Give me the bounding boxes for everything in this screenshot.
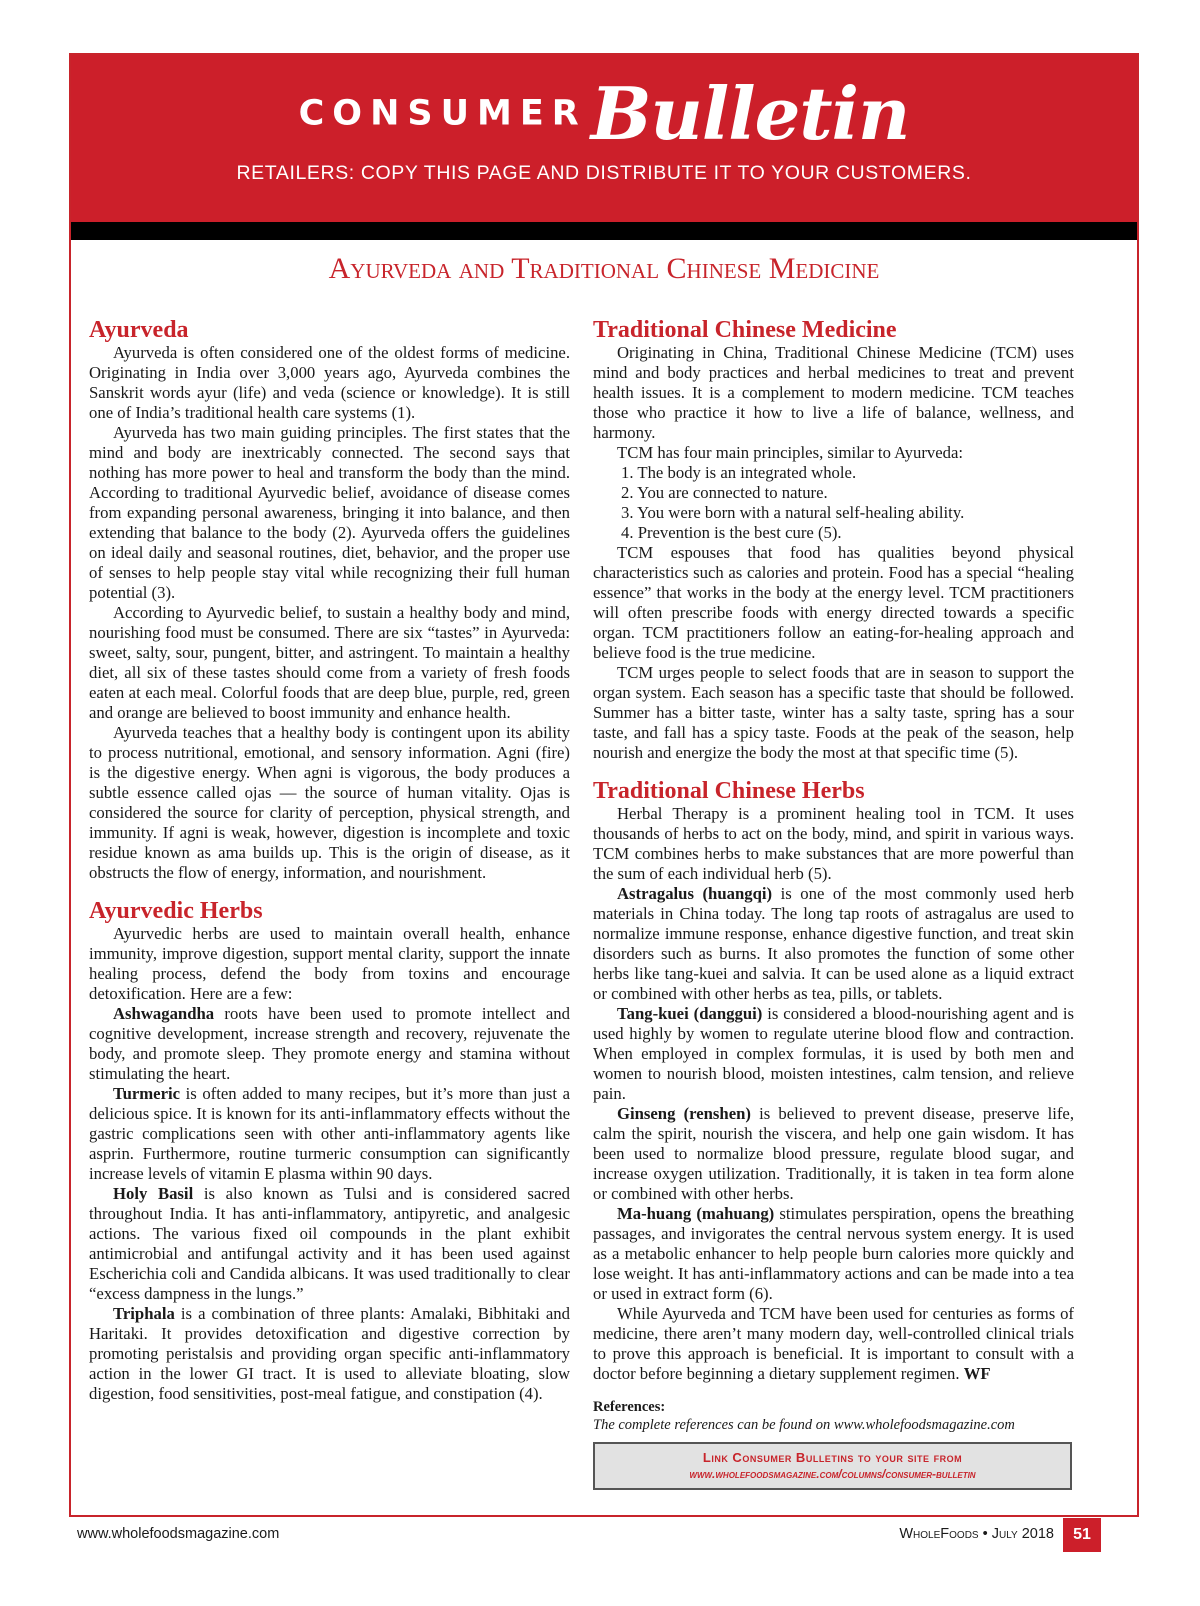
paragraph: Ayurveda teaches that a healthy body is contingent upon its ability to process nutritional, emotional, and sensory information. Agni (fire) is the digestive energy. When agni is vigorous, the body produces a subtle essence called ojas — the source of human vitality. Ojas is considered the source for clarity of perception, physical strength, and immunity. If agni is weak, however, digestion is incomplete and toxic residue known as ama builds up. This is the origin of disease, as it obstructs the flow of energy, information, and nourishment. bbox=[89, 723, 570, 882]
herb-text: is also known as Tulsi and is considered sacred throughout India. It has anti-inflammatory, antipyretic, and analgesic actions. The various fixed oil compounds in the plant exhibit antimicrobial and antifungal activity and it has been used against Escherichia coli and Candida albicans. It was used traditionally to clear “excess dampness in the lungs.” bbox=[89, 1184, 570, 1303]
principles-list bbox=[593, 463, 1074, 543]
heading-chinese-herbs: Traditional Chinese Herbs bbox=[593, 778, 865, 804]
list-item: 2. You are connected to nature. bbox=[621, 483, 828, 502]
paragraph: TCM urges people to select foods that are in season to support the organ system. Each season has a specific taste that should be followed. Summer has a bitter taste, winter has a salty taste, spring has a sour taste, and fall has a spicy taste. Foods at the peak of the season, help nourish and energize the body the most at that specific time (5). bbox=[593, 663, 1074, 762]
herb-name: Tang-kuei (danggui) bbox=[617, 1004, 763, 1023]
paragraph: Ayurveda is often considered one of the oldest forms of medicine. Originating in India over 3,000 years ago, Ayurveda combines the Sanskrit words ayur (life) and veda (science or knowledge). It is still one of India’s traditional health care systems (1). bbox=[89, 343, 570, 422]
paragraph: Herbal Therapy is a prominent healing tool in TCM. It uses thousands of herbs to act on the body, mind, and spirit in various ways. TCM combines herbs to make substances that are more powerful than the sum of each individual herb (5). bbox=[593, 804, 1074, 883]
link-box-line1: Link Consumer Bulletins to your site from bbox=[702, 1450, 963, 1465]
banner-title bbox=[71, 71, 1137, 156]
herb-name: Turmeric bbox=[113, 1084, 181, 1103]
herb-ginseng bbox=[593, 1104, 1074, 1204]
herb-name: Ashwagandha bbox=[113, 1004, 215, 1023]
paragraph: Ayurveda has two main guiding principles. The first states that the mind and body are inextricably connected. The second says that nothing has more power to heal and transform the body than the mind. According to traditional Ayurvedic belief, avoidance of disease comes from expanding personal awareness, bringing it into balance, and then extending that balance to the body (2). Ayurveda offers the guidelines on ideal daily and seasonal routines, diet, behavior, and the proper use of senses to help people stay vital while recognizing their full human potential (3). bbox=[89, 423, 570, 602]
herb-holy-basil bbox=[89, 1184, 570, 1304]
paragraph: Originating in China, Traditional Chinese Medicine (TCM) uses mind and body practices and herbal medicines to treat and prevent health issues. It is a complement to modern medicine. TCM teaches those who practice it how to live a life of balance, wellness, and harmony. bbox=[593, 343, 1074, 442]
banner-consumer: CONSUMER bbox=[298, 93, 587, 134]
herb-text: is often added to many recipes, but it’s more than just a delicious spice. It is known for its anti-inflammatory effects without the gastric complications seen with other anti-inflammatory agents like asprin. Furthermore, routine turmeric consumption can significantly increase levels of vitamin E plasma within 90 days. bbox=[89, 1084, 570, 1183]
herb-text: is one of the most commonly used herb materials in China today. The long tap roots of astragalus are used to normalize immune response, enhance digestive function, and treat skin disorders such as burns. It also promotes the function of some other herbs like tang-kuei and salvia. It can be used alone as a liquid extract or combined with other herbs as tea, pills, or tablets. bbox=[593, 884, 1074, 1003]
banner-bulletin: Bulletin bbox=[590, 71, 910, 156]
link-box[interactable] bbox=[593, 1442, 1072, 1490]
page-number: 51 bbox=[1063, 1518, 1101, 1552]
list-item: 4. Prevention is the best cure (5). bbox=[621, 523, 842, 542]
herb-triphala bbox=[89, 1304, 570, 1404]
footer-separator: • bbox=[978, 1526, 992, 1542]
paragraph: TCM espouses that food has qualities beyond physical characteristics such as calories and protein. Food has a special “healing essence” that works in the body at the energy level. TCM practitioners will often prescribe foods with energy directed towards a specific organ. TCM practitioners follow an eating-for-healing approach and believe food is the true medicine. bbox=[593, 543, 1074, 662]
banner bbox=[71, 55, 1137, 222]
list-item: 3. You were born with a natural self-healing ability. bbox=[621, 503, 965, 522]
link-box-url[interactable]: www.wholefoodsmagazine.com/columns/consumer-bulletin bbox=[689, 1467, 976, 1481]
closing-text: While Ayurveda and TCM have been used for centuries as forms of medicine, there aren’t many modern day, well-controlled clinical trials to prove this approach is beneficial. It is important to consult with a doctor before beginning a dietary supplement regimen. bbox=[593, 1304, 1074, 1383]
herb-name: Ma-huang (mahuang) bbox=[617, 1204, 775, 1223]
references bbox=[593, 1398, 1074, 1434]
herb-text: is considered a blood-nourishing agent and is used highly by women to regulate uterine blood flow and contraction. When employed in complex formulas, it is used by both men and women to nourish blood, moisten intestines, calm tension, and relieve pain. bbox=[593, 1004, 1074, 1103]
heading-tcm: Traditional Chinese Medicine bbox=[593, 317, 897, 343]
herb-text: stimulates perspiration, opens the breathing passages, and invigorates the central nervous system energy. It is used as a metabolic enhancer to help people burn calories more quickly and lose weight. It has anti-inflammatory actions and can be made into a tea or used in extract form (6). bbox=[593, 1204, 1074, 1303]
herb-name: Triphala bbox=[113, 1304, 175, 1323]
paragraph: TCM has four main principles, similar to Ayurveda: bbox=[617, 443, 964, 462]
herb-text: is believed to prevent disease, preserve life, calm the spirit, nourish the viscera, and help one gain wisdom. It has been used to normalize blood pressure, regulate blood sugar, and increase oxygen utilization. Traditionally, it is taken in tea form alone or combined with other herbs. bbox=[593, 1104, 1074, 1203]
herb-tang-kuei bbox=[593, 1004, 1074, 1104]
footer-date: July 2018 bbox=[991, 1526, 1054, 1542]
herb-text: is a combination of three plants: Amalaki, Bibhitaki and Haritaki. It provides detoxification and digestive correction by promoting peristalsis and providing organ specific anti-inflammatory action in the lower GI tract. It is used to alleviate bloating, slow digestion, food sensitivities, post-meal fatigue, and constipation (4). bbox=[89, 1304, 570, 1403]
herb-turmeric bbox=[89, 1084, 570, 1184]
list-item: 1. The body is an integrated whole. bbox=[621, 463, 857, 482]
footer-magazine: WholeFoods bbox=[899, 1526, 979, 1542]
left-column bbox=[89, 317, 570, 1404]
wf-signoff: WF bbox=[963, 1364, 991, 1383]
footer-issue bbox=[899, 1526, 1054, 1542]
references-heading: References: bbox=[593, 1399, 666, 1415]
references-text: The complete references can be found on www.wholefoodsmagazine.com bbox=[593, 1417, 1015, 1433]
article-title: Ayurveda and Traditional Chinese Medicine bbox=[328, 252, 880, 285]
herb-name: Astragalus (huangqi) bbox=[617, 884, 773, 903]
herb-name: Ginseng (renshen) bbox=[617, 1104, 751, 1123]
banner-subtitle: RETAILERS: COPY THIS PAGE AND DISTRIBUTE IT TO YOUR CUSTOMERS. bbox=[236, 162, 972, 184]
herb-text: roots have been used to promote intellect and cognitive development, increase strength and recovery, rejuvenate the body, and promote sleep. They promote energy and stamina without stimulating the heart. bbox=[89, 1004, 570, 1083]
paragraph: According to Ayurvedic belief, to sustain a healthy body and mind, nourishing food must be consumed. There are six “tastes” in Ayurveda: sweet, salty, sour, pungent, bitter, and astringent. To maintain a healthy diet, all six of these tastes should come from a variety of fresh foods eaten at each meal. Colorful foods that are deep blue, purple, red, green and orange are believed to boost immunity and enhance health. bbox=[89, 603, 570, 722]
herb-ashwagandha bbox=[89, 1004, 570, 1084]
footer-url[interactable]: www.wholefoodsmagazine.com bbox=[77, 1526, 280, 1542]
banner-divider bbox=[71, 222, 1137, 240]
bulletin-frame bbox=[69, 53, 1139, 1517]
heading-ayurvedic-herbs: Ayurvedic Herbs bbox=[89, 898, 263, 924]
herb-astragalus bbox=[593, 884, 1074, 1004]
herb-ma-huang bbox=[593, 1204, 1074, 1304]
paragraph: Ayurvedic herbs are used to maintain overall health, enhance immunity, improve digestion, support mental clarity, support the innate healing process, defend the body from toxins and encourage detoxification. Here are a few: bbox=[89, 924, 570, 1003]
right-column bbox=[593, 317, 1074, 1490]
closing-paragraph bbox=[593, 1304, 1074, 1384]
herb-name: Holy Basil bbox=[113, 1184, 194, 1203]
heading-ayurveda: Ayurveda bbox=[89, 317, 189, 343]
